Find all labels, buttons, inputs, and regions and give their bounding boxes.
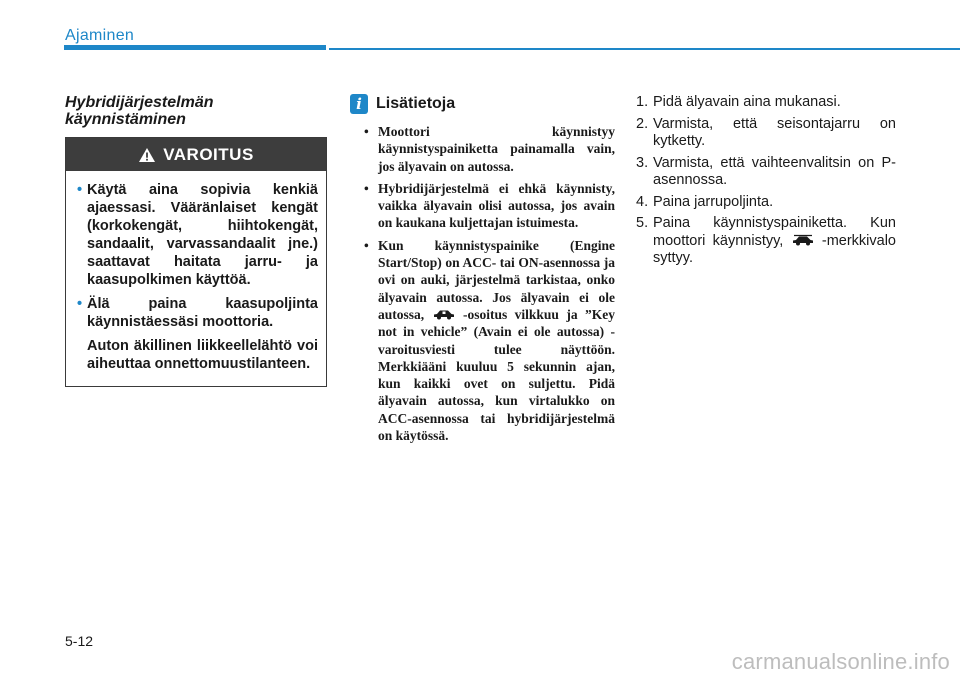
info-item-text: Hybridijärjestelmä ei ehkä käynnisty, vaikka älyavain olisi autossa, jos avain on kaukana kuljettajan istuimesta. — [378, 180, 615, 231]
page-number: 5-12 — [65, 633, 94, 649]
header-rule — [329, 48, 960, 50]
warning-triangle-icon — [138, 147, 156, 163]
steps-list — [636, 94, 896, 272]
step-item — [636, 116, 896, 151]
info-item-text: Moottori käynnistyy käynnistyspainiketta painamalla vain, jos älyavain on autossa. — [378, 124, 615, 174]
step-item — [636, 155, 896, 190]
info-item-text: -osoitus vilkkuu ja ”Key not in vehicle” (Avain ei ole autossa) -varoitusviesti tulee näyttöön. Merkkiääni kuuluu 5 sekunnin ajan, kun kaikki ovet on suljettu. Pidä älyavain autossa, kun virtalukko on ACC-asennossa tai hybridijärjestelmä on käytössä. — [378, 306, 616, 444]
bullet-icon: • — [77, 296, 83, 312]
step-item — [636, 194, 896, 212]
warning-item — [77, 295, 318, 331]
section-title: Ajaminen — [65, 27, 135, 44]
warning-title: VAROITUS — [163, 144, 254, 164]
step-number: 3. — [636, 154, 649, 171]
info-list — [350, 123, 615, 444]
bullet-icon: • — [364, 124, 369, 139]
step-text: Varmista, että seisontajarru on kytketty. — [653, 115, 896, 149]
warning-header — [66, 138, 326, 171]
bullet-icon: • — [77, 182, 83, 198]
info-block — [350, 94, 615, 449]
step-number: 4. — [636, 193, 649, 210]
info-item — [364, 237, 615, 445]
warning-item — [77, 181, 318, 289]
info-title: Lisätietoja — [376, 95, 456, 112]
step-item — [636, 215, 896, 268]
step-text: Pidä älyavain aina mukanasi. — [653, 94, 841, 110]
info-item — [364, 123, 615, 175]
warning-extra-text: Auton äkillinen liikkeellelähtö voi aiheuttaa onnettomuustilanteen. — [87, 338, 318, 372]
step-text: -merkkivalo syttyy. — [653, 232, 896, 266]
warning-item-text: Käytä aina sopivia kenkiä ajaessasi. Vääränlaiset kengät (korkokengät, hiihtokengät, sandaalit, varvassandaalit jne.) saattavat haitata jarru- ja kaasupolkimen käyttöä. — [87, 182, 318, 288]
info-item — [364, 180, 615, 232]
section-heading: Hybridijärjestelmän käynnistäminen — [65, 94, 214, 128]
bullet-icon: • — [364, 180, 369, 196]
warning-item-text: Älä paina kaasupoljinta käynnistäessäsi moottoria. — [87, 296, 318, 330]
info-icon: i — [350, 94, 368, 114]
warning-body — [66, 171, 326, 373]
info-header — [350, 94, 615, 114]
step-text: Paina jarrupoljinta. — [653, 193, 774, 210]
step-text: Varmista, että vaihteenvalitsin on P-asennossa. — [653, 154, 896, 188]
step-item — [636, 94, 896, 112]
watermark: carmanualsonline.info — [731, 649, 950, 674]
car-indicator-icon — [791, 234, 815, 246]
warning-box — [65, 137, 327, 387]
info-item-text: Kun käynnistyspainike (Engine Start/Stop) on ACC- tai ON-asennossa ja ovi on auki, järjestelmä tarkistaa, onko älyavain autossa. Jos älyavain ei ole autossa, — [378, 237, 615, 322]
header-bar-accent — [64, 45, 326, 50]
bullet-icon: • — [364, 237, 369, 253]
key-car-icon — [432, 308, 456, 320]
step-text: Paina käynnistyspainiketta. Kun moottori käynnistyy, — [653, 215, 896, 249]
step-number: 5. — [636, 215, 649, 231]
step-number: 2. — [636, 115, 649, 132]
step-number: 1. — [636, 94, 649, 110]
